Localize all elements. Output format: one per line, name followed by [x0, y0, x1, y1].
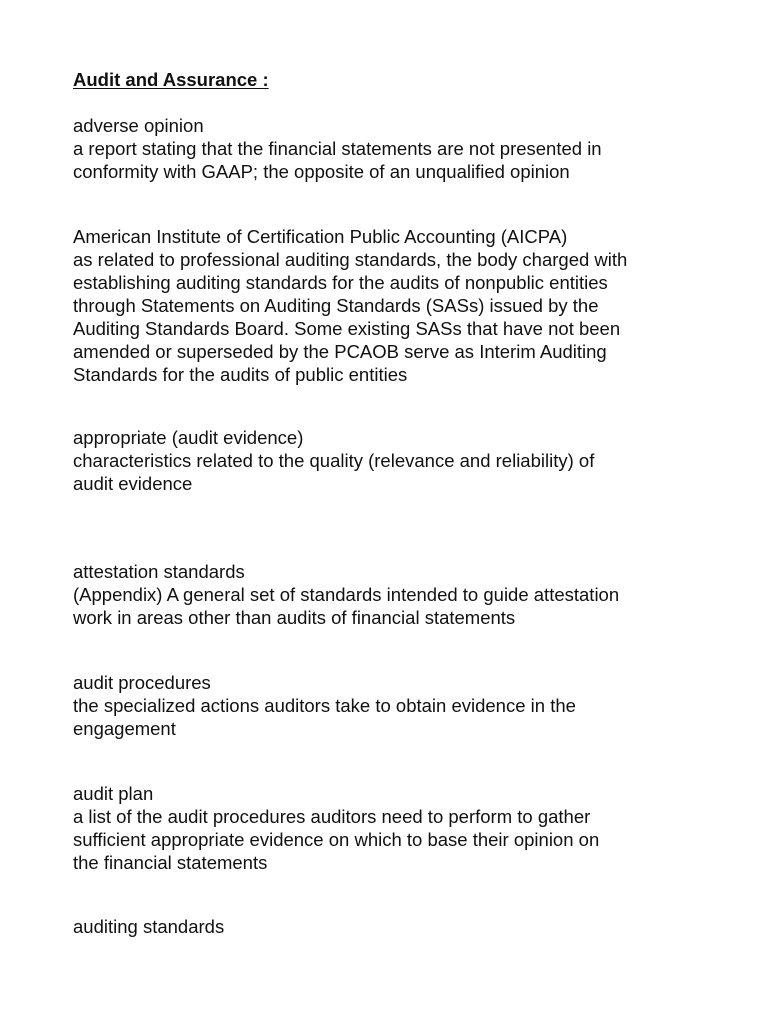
entry-term: auditing standards	[73, 916, 225, 937]
entry-term: attestation standards	[73, 561, 245, 582]
entry-definition-line: through Statements on Auditing Standards (SASs) issued by the	[73, 295, 599, 316]
entry-term: appropriate (audit evidence)	[73, 427, 304, 448]
entry-definition-line: sufficient appropriate evidence on which to base their opinion on	[73, 829, 600, 850]
glossary-entry	[73, 225, 733, 386]
entry-definition-line: establishing auditing standards for the audits of nonpublic entities	[73, 272, 608, 293]
entry-definition-line: conformity with GAAP; the opposite of an unqualified opinion	[73, 161, 570, 182]
entry-term: audit plan	[73, 783, 154, 804]
document-title: Audit and Assurance :	[73, 69, 269, 90]
entry-definition-line: the financial statements	[73, 852, 268, 873]
glossary-entry	[73, 915, 733, 938]
entry-definition-line: (Appendix) A general set of standards intended to guide attestation	[73, 584, 620, 605]
entry-definition-line: a list of the audit procedures auditors need to perform to gather	[73, 806, 591, 827]
entry-definition-line: work in areas other than audits of financial statements	[73, 607, 516, 628]
glossary-entry	[73, 426, 733, 495]
entry-definition-line: Auditing Standards Board. Some existing SASs that have not been	[73, 318, 621, 339]
glossary-entry	[73, 560, 733, 629]
entry-term: American Institute of Certification Public Accounting (AICPA)	[73, 226, 568, 247]
entry-definition-line: engagement	[73, 718, 176, 739]
glossary-entry	[73, 782, 733, 874]
entry-definition-line: amended or superseded by the PCAOB serve as Interim Auditing	[73, 341, 607, 362]
entry-definition-line: Standards for the audits of public entities	[73, 364, 408, 385]
entry-term: audit procedures	[73, 672, 211, 693]
entry-term: adverse opinion	[73, 115, 204, 136]
entry-definition-line: characteristics related to the quality (relevance and reliability) of	[73, 450, 595, 471]
entry-definition-line: as related to professional auditing standards, the body charged with	[73, 249, 628, 270]
glossary-entry	[73, 671, 733, 740]
entry-definition-line: a report stating that the financial statements are not presented in	[73, 138, 602, 159]
entry-definition-line: the specialized actions auditors take to obtain evidence in the	[73, 695, 576, 716]
glossary-entry	[73, 114, 733, 183]
entry-definition-line: audit evidence	[73, 473, 193, 494]
